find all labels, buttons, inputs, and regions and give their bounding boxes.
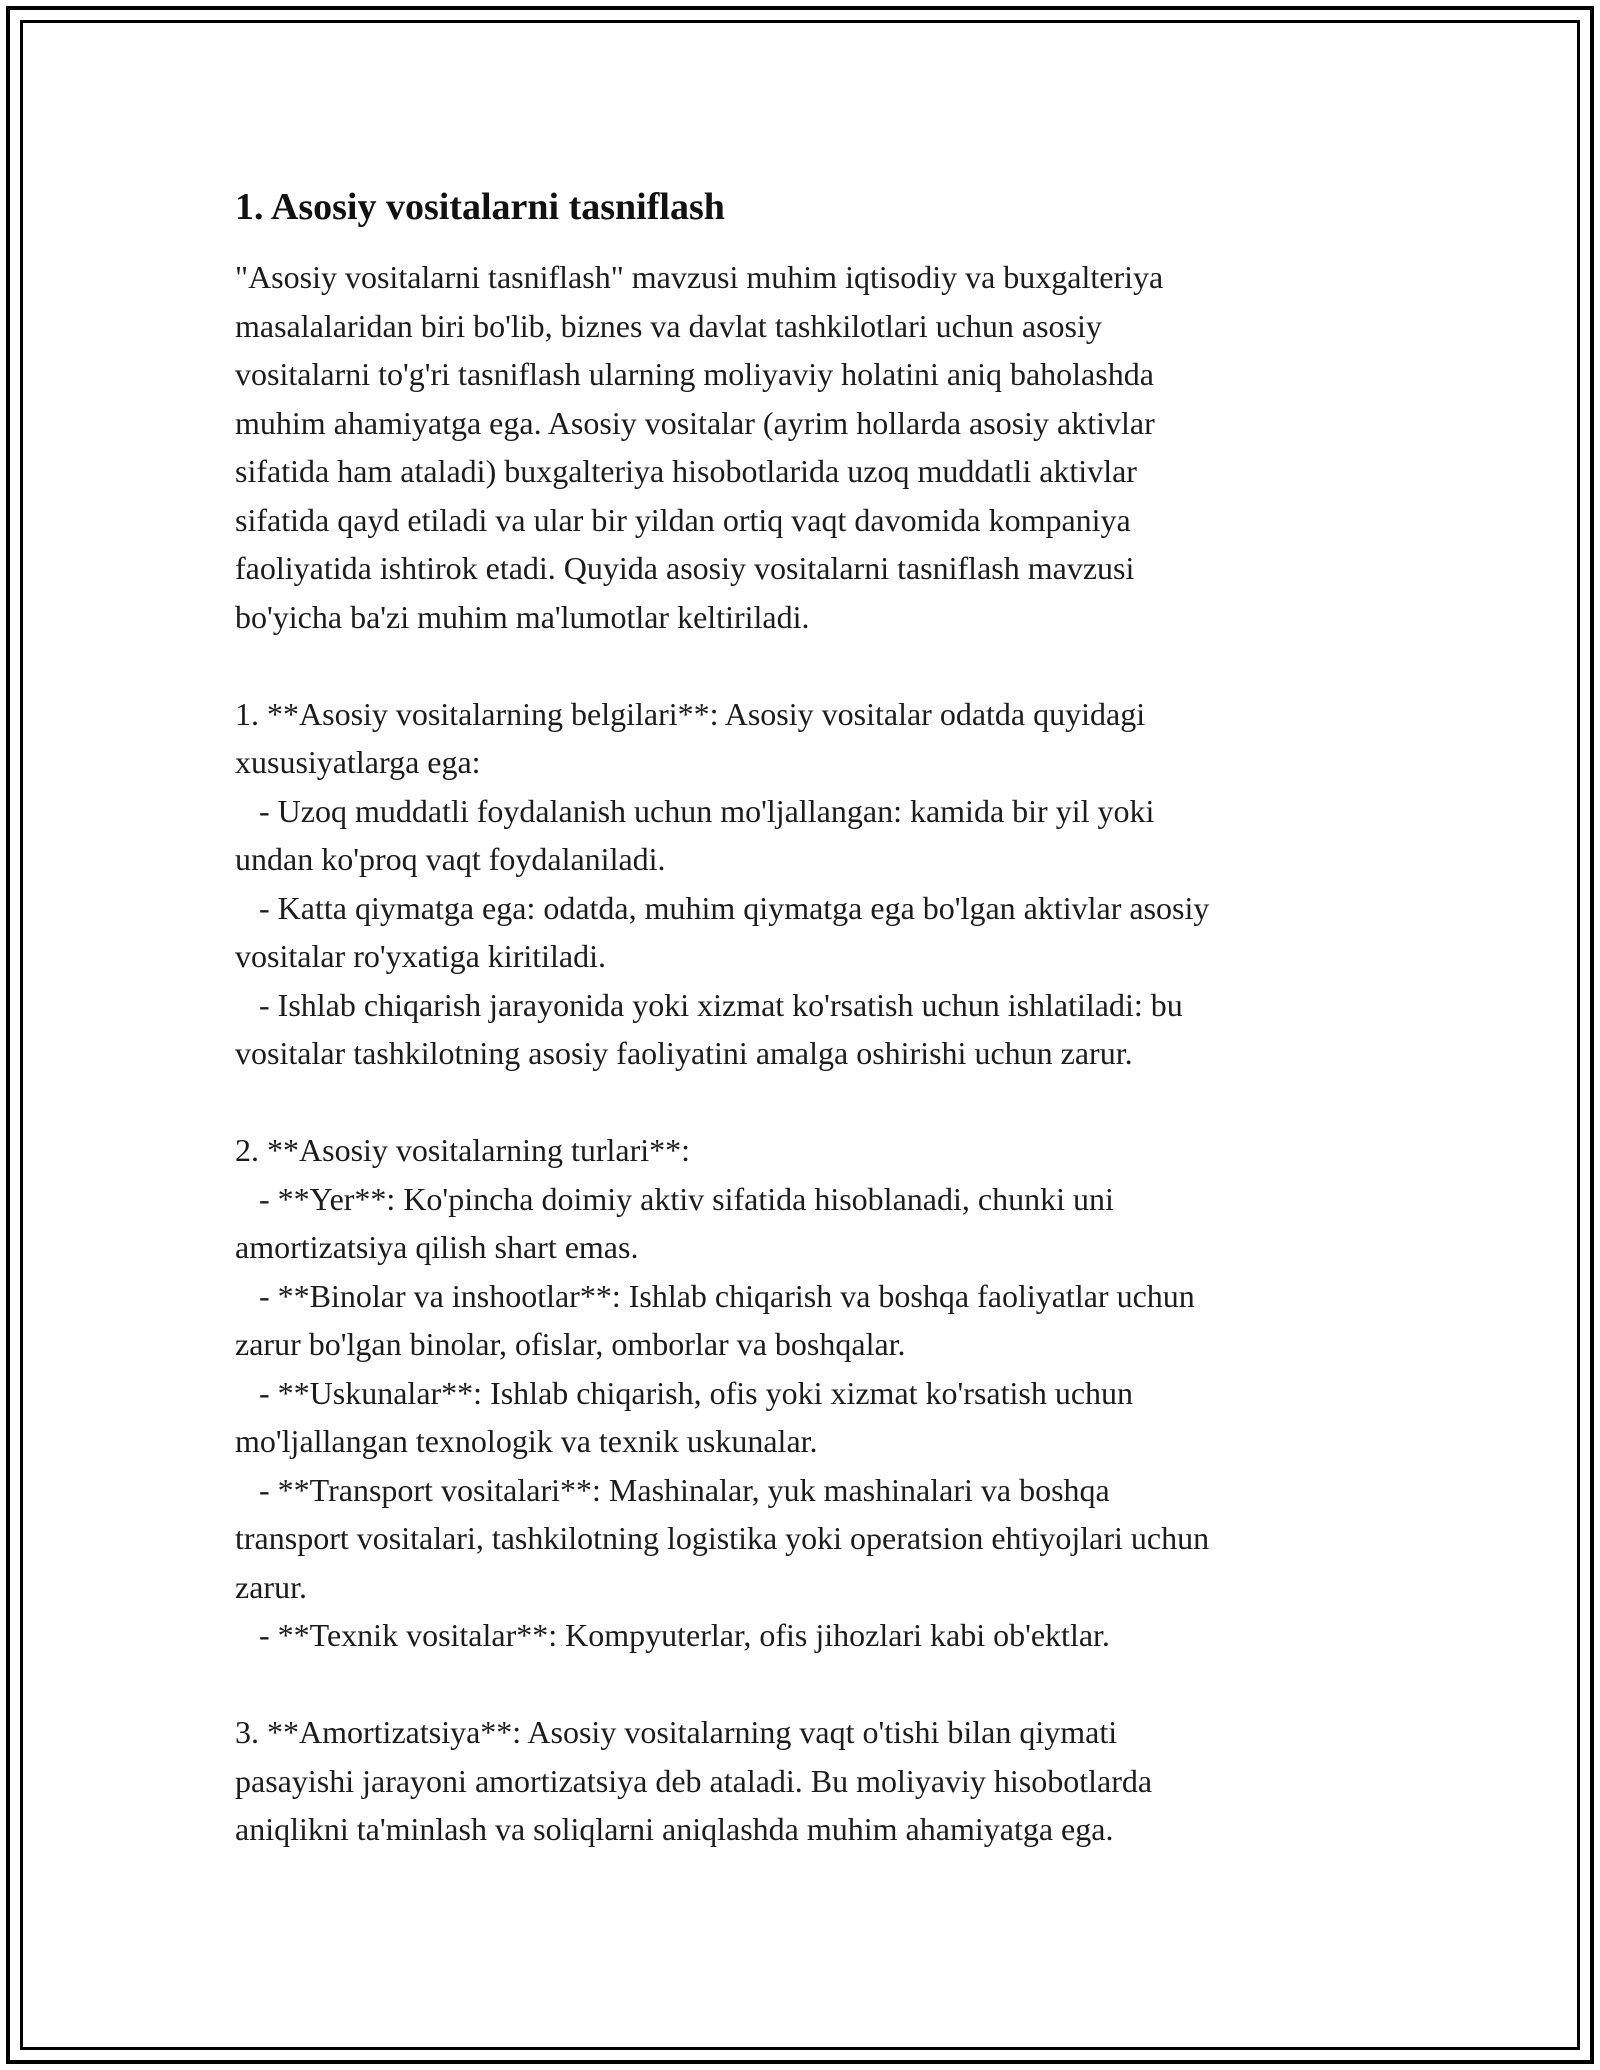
document-body (235, 185, 1365, 1854)
types-section: 2. **Asosiy vositalarning turlari**: - **Yer**: Ko'pincha doimiy aktiv sifatida hisoblanadi, chunki uni amortizatsiya qilish shart emas. - **Binolar va inshootlar**: Ishlab chiqarish va boshqa faoliyatlar uchun zarur bo'lgan binolar, ofislar, omborlar va boshqalar. - **Uskunalar**: Ishlab chiqarish, ofis yoki xizmat ko'rsatish uchun mo'ljallangan texnologik va texnik uskunalar. - **Transport vositalari**: Mashinalar, yuk mashinalari va boshqa transport vositalari, tashkilotning logistika yoki operatsion ehtiyojlari uchun zarur. - **Texnik vositalar**: Kompyuterlar, ofis jihozlari kabi ob'ektlar. (235, 1132, 1210, 1653)
features-section: 1. **Asosiy vositalarning belgilari**: Asosiy vositalar odatda quyidagi xususiyatlarga ega: - Uzoq muddatli foydalanish uchun mo'ljallangan: kamida bir yil yoki undan ko'proq vaqt foydalaniladi. - Katta qiymatga ega: odatda, muhim qiymatga ega bo'lgan aktivlar asosiy vositalar ro'yxatiga kiritiladi. - Ishlab chiqarish jarayonida yoki xizmat ko'rsatish uchun ishlatiladi: bu vositalar tashkilotning asosiy faoliyatini amalga oshirishi uchun zarur. (235, 695, 1210, 1071)
intro-paragraph: "Asosiy vositalarni tasniflash" mavzusi muhim iqtisodiy va buxgalteriya masalalaridan biri bo'lib, biznes va davlat tashkilotlari uchun asosiy vositalarni to'g'ri tasniflash ularning moliyaviy holatini aniq baholashda muhim ahamiyatga ega. Asosiy vositalar (ayrim hollarda asosiy aktivlar sifatida ham ataladi) buxgalteriya hisobotlarida uzoq muddatli aktivlar sifatida qayd etiladi va ular bir yildan ortiq vaqt davomida kompaniya faoliyatida ishtirok etadi. Quyida asosiy vositalarni tasniflash mavzusi bo'yicha ba'zi muhim ma'lumotlar keltiriladi. (235, 259, 1164, 635)
section-heading: 1. Asosiy vositalarni tasniflash (235, 186, 725, 228)
depreciation-section: 3. **Amortizatsiya**: Asosiy vositalarning vaqt o'tishi bilan qiymati pasayishi jarayoni amortizatsiya deb ataladi. Bu moliyaviy hisobotlarda aniqlikni ta'minlash va soliqlarni aniqlashda muhim ahamiyatga ega. (235, 1714, 1153, 1847)
